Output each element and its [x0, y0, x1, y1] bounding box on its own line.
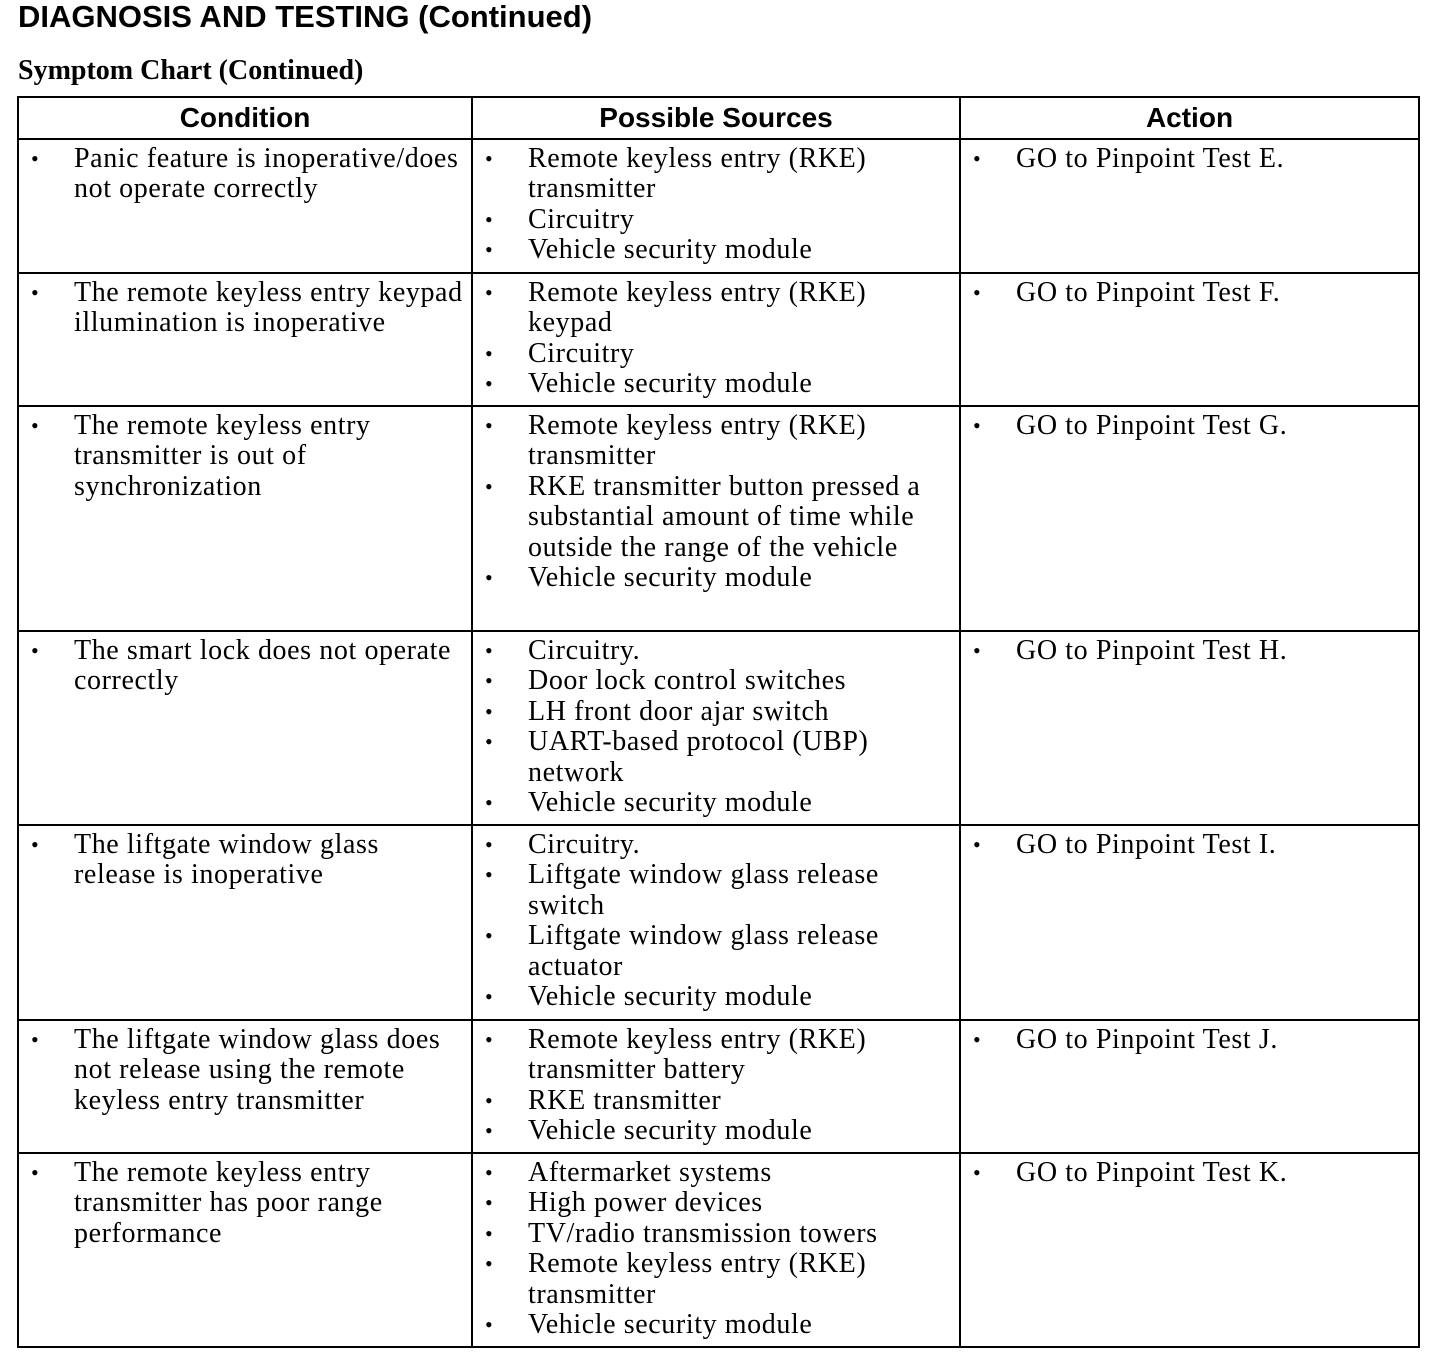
list-item: [473, 1249, 959, 1310]
header-action: Action: [960, 97, 1419, 139]
list-item: [473, 788, 959, 818]
list-item: [961, 636, 1418, 666]
bullet-icon: •: [973, 832, 982, 857]
bullet-icon: •: [485, 790, 494, 816]
list-item: [473, 1158, 959, 1188]
list-item: [961, 1025, 1418, 1055]
condition-cell: [18, 825, 472, 1020]
action-cell: [960, 1153, 1419, 1347]
symptom-table: [17, 96, 1420, 1348]
list-item-text: Remote keyless entry (RKE) transmitter: [528, 143, 867, 205]
list-item-text: The remote keyless entry transmitter has poor range performance: [74, 1157, 383, 1249]
bullet-icon: •: [485, 862, 494, 888]
list-item: [473, 1086, 959, 1116]
list-item: [473, 205, 959, 235]
bullet-icon: •: [31, 413, 40, 438]
bullet-list: [19, 636, 471, 697]
list-item: [961, 830, 1418, 860]
list-item: [473, 472, 959, 563]
bullet-list: [473, 636, 959, 818]
list-item-text: The remote keyless entry transmitter is out of synchronization: [74, 410, 371, 502]
bullet-icon: •: [485, 413, 494, 438]
bullet-list: [19, 411, 471, 502]
bullet-icon: •: [973, 413, 982, 438]
bullet-list: [961, 278, 1418, 308]
list-item: [961, 278, 1418, 308]
list-item-text: Remote keyless entry (RKE) keypad: [528, 277, 867, 339]
condition-cell: [18, 139, 472, 273]
table-row: [18, 273, 1419, 406]
table-body: [18, 139, 1419, 1347]
table-row: [18, 1020, 1419, 1153]
list-item-text: Aftermarket systems: [528, 1157, 772, 1188]
list-item-text: UART-based protocol (UBP) network: [528, 726, 869, 788]
list-item: [473, 563, 959, 593]
list-item: [473, 1025, 959, 1086]
bullet-list: [473, 1158, 959, 1340]
bullet-icon: •: [485, 832, 494, 857]
list-item: [473, 697, 959, 727]
action-cell: [960, 139, 1419, 273]
action-cell: [960, 1020, 1419, 1153]
table-row: [18, 406, 1419, 631]
bullet-icon: •: [973, 146, 982, 171]
list-item: [473, 921, 959, 982]
bullet-icon: •: [485, 638, 494, 663]
list-item-text: Circuitry: [528, 337, 635, 369]
bullet-icon: •: [973, 1027, 982, 1052]
chart-title: Symptom Chart (Continued): [18, 55, 364, 86]
list-item-text: GO to Pinpoint Test K.: [1016, 1157, 1288, 1188]
list-item: [473, 1116, 959, 1146]
bullet-icon: •: [485, 206, 494, 232]
bullet-list: [961, 1025, 1418, 1055]
bullet-icon: •: [485, 698, 494, 724]
bullet-icon: •: [485, 280, 494, 305]
list-item-text: The smart lock does not operate correctly: [74, 635, 452, 697]
list-item: [19, 636, 471, 697]
bullet-icon: •: [31, 280, 40, 305]
bullet-icon: •: [485, 984, 494, 1010]
list-item: [473, 1219, 959, 1249]
bullet-icon: •: [485, 1027, 494, 1052]
list-item-text: Liftgate window glass release switch: [528, 859, 879, 921]
list-item-text: GO to Pinpoint Test G.: [1016, 410, 1288, 441]
list-item-text: Vehicle security module: [528, 787, 813, 819]
list-item: [19, 411, 471, 502]
list-item: [473, 727, 959, 788]
list-item-text: Vehicle security module: [528, 234, 813, 266]
list-item: [19, 278, 471, 339]
bullet-icon: •: [973, 638, 982, 663]
list-item-text: Door lock control switches: [528, 665, 847, 697]
list-item-text: Remote keyless entry (RKE) transmitter: [528, 410, 867, 472]
list-item-text: Vehicle security module: [528, 562, 813, 594]
list-item: [473, 666, 959, 696]
bullet-list: [473, 144, 959, 266]
list-item: [473, 830, 959, 860]
table-row: [18, 139, 1419, 273]
list-item-text: Remote keyless entry (RKE) transmitter battery: [528, 1024, 867, 1086]
list-item: [473, 1188, 959, 1218]
bullet-list: [19, 144, 471, 205]
bullet-icon: •: [485, 668, 494, 694]
bullet-icon: •: [485, 1118, 494, 1144]
list-item: [961, 1158, 1418, 1188]
bullet-list: [961, 830, 1418, 860]
list-item: [473, 235, 959, 265]
list-item-text: Remote keyless entry (RKE) transmitter: [528, 1248, 867, 1310]
list-item: [473, 636, 959, 666]
list-item: [473, 339, 959, 369]
action-cell: [960, 825, 1419, 1020]
list-item: [19, 1025, 471, 1116]
bullet-icon: •: [485, 923, 494, 949]
condition-cell: [18, 406, 472, 631]
bullet-list: [19, 1158, 471, 1249]
table-header-row: [18, 97, 1419, 139]
action-cell: [960, 406, 1419, 631]
possible-sources-cell: [472, 825, 960, 1020]
header-possible-sources: Possible Sources: [472, 97, 960, 139]
list-item: [473, 278, 959, 339]
bullet-list: [19, 1025, 471, 1116]
action-cell: [960, 273, 1419, 406]
list-item-text: Circuitry.: [528, 829, 641, 860]
bullet-list: [19, 278, 471, 339]
bullet-icon: •: [485, 1220, 494, 1246]
possible-sources-cell: [472, 631, 960, 825]
list-item-text: The liftgate window glass does not release using the remote keyless entry transmitter: [74, 1024, 441, 1116]
list-item: [961, 144, 1418, 174]
bullet-list: [473, 1025, 959, 1147]
list-item-text: TV/radio transmission towers: [528, 1217, 878, 1249]
list-item-text: Panic feature is inoperative/does not operate correctly: [74, 143, 459, 205]
bullet-icon: •: [485, 1160, 494, 1185]
list-item-text: Vehicle security module: [528, 1115, 813, 1147]
table-row: [18, 631, 1419, 825]
list-item-text: The liftgate window glass release is inoperative: [74, 829, 380, 891]
list-item: [473, 860, 959, 921]
list-item-text: RKE transmitter: [528, 1084, 722, 1116]
list-item-text: GO to Pinpoint Test I.: [1016, 829, 1277, 860]
condition-cell: [18, 273, 472, 406]
list-item-text: Vehicle security module: [528, 1309, 813, 1341]
bullet-icon: •: [485, 1312, 494, 1338]
bullet-icon: •: [31, 1160, 40, 1185]
possible-sources-cell: [472, 1020, 960, 1153]
condition-cell: [18, 1020, 472, 1153]
list-item: [473, 1310, 959, 1340]
list-item: [19, 144, 471, 205]
list-item: [473, 369, 959, 399]
list-item-text: Circuitry: [528, 203, 635, 235]
bullet-list: [473, 278, 959, 400]
header-condition: Condition: [18, 97, 472, 139]
list-item: [19, 1158, 471, 1249]
bullet-icon: •: [485, 146, 494, 171]
list-item: [473, 144, 959, 205]
list-item-text: GO to Pinpoint Test H.: [1016, 635, 1288, 666]
condition-cell: [18, 631, 472, 825]
list-item-text: The remote keyless entry keypad illumination is inoperative: [74, 277, 463, 339]
list-item-text: Vehicle security module: [528, 368, 813, 400]
list-item: [473, 982, 959, 1012]
list-item: [473, 411, 959, 472]
page-heading: DIAGNOSIS AND TESTING (Continued): [18, 0, 593, 34]
possible-sources-cell: [472, 139, 960, 273]
bullet-icon: •: [485, 1087, 494, 1113]
bullet-icon: •: [485, 729, 494, 755]
bullet-icon: •: [485, 340, 494, 366]
bullet-icon: •: [485, 473, 494, 499]
list-item-text: High power devices: [528, 1187, 763, 1219]
list-item-text: LH front door ajar switch: [528, 695, 830, 727]
bullet-icon: •: [31, 146, 40, 171]
bullet-icon: •: [485, 237, 494, 263]
list-item: [961, 411, 1418, 441]
list-item-text: RKE transmitter button pressed a substantial amount of time while outside the range of the vehicle: [528, 470, 921, 563]
bullet-icon: •: [485, 1251, 494, 1277]
list-item-text: Circuitry.: [528, 635, 641, 666]
bullet-list: [19, 830, 471, 891]
bullet-icon: •: [485, 1190, 494, 1216]
bullet-icon: •: [485, 371, 494, 397]
bullet-list: [961, 144, 1418, 174]
possible-sources-cell: [472, 273, 960, 406]
bullet-icon: •: [973, 280, 982, 305]
list-item-text: Vehicle security module: [528, 981, 813, 1013]
condition-cell: [18, 1153, 472, 1347]
bullet-icon: •: [31, 638, 40, 663]
list-item-text: GO to Pinpoint Test E.: [1016, 143, 1285, 174]
bullet-icon: •: [31, 1027, 40, 1052]
table-row: [18, 1153, 1419, 1347]
bullet-list: [961, 411, 1418, 441]
possible-sources-cell: [472, 1153, 960, 1347]
action-cell: [960, 631, 1419, 825]
bullet-icon: •: [31, 832, 40, 857]
bullet-list: [473, 411, 959, 593]
bullet-list: [961, 1158, 1418, 1188]
list-item-text: GO to Pinpoint Test F.: [1016, 277, 1281, 308]
table-row: [18, 825, 1419, 1020]
possible-sources-cell: [472, 406, 960, 631]
list-item: [19, 830, 471, 891]
bullet-list: [961, 636, 1418, 666]
list-item-text: GO to Pinpoint Test J.: [1016, 1024, 1278, 1055]
list-item-text: Liftgate window glass release actuator: [528, 920, 879, 982]
bullet-icon: •: [485, 565, 494, 591]
bullet-list: [473, 830, 959, 1012]
bullet-icon: •: [973, 1160, 982, 1185]
